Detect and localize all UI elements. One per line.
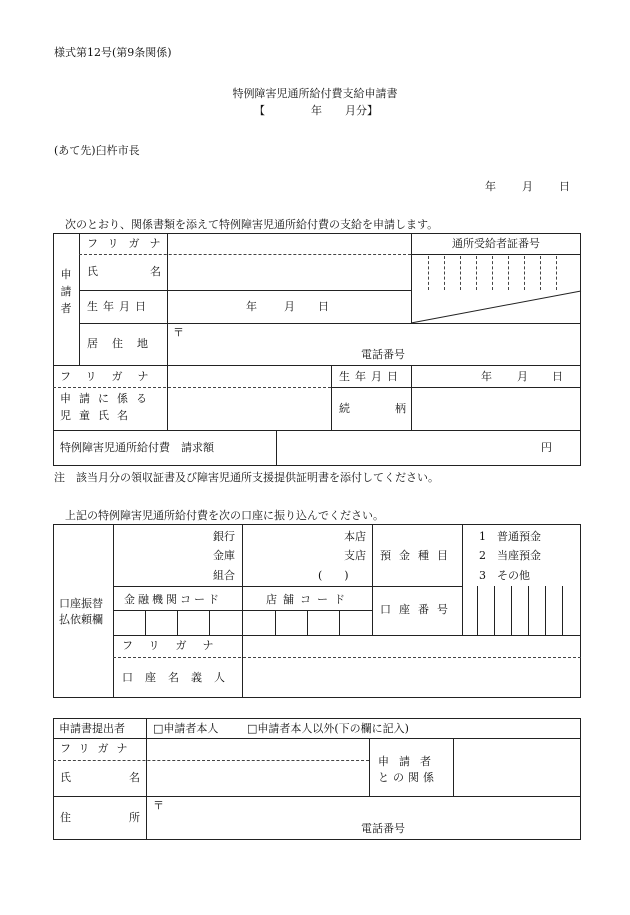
submitter-option-self[interactable]: □申請者本人 xyxy=(153,722,219,735)
addressee: (あて先)臼杵市長 xyxy=(54,144,140,157)
claim-amount-label: 特例障害児通所給付費 請求額 xyxy=(60,441,214,454)
child-furigana-label: フリガナ xyxy=(60,370,164,383)
submitter-furigana-label: フリガナ xyxy=(60,742,136,755)
branch-code-label: 店舗コード xyxy=(266,593,351,606)
bank-section-label-2: 払依頼欄 xyxy=(59,613,103,626)
bank-section-label-1: 口座振替 xyxy=(59,597,103,610)
bank-intro-text: 上記の特例障害児通所給付費を次の口座に振り込んでください。 xyxy=(65,509,384,522)
child-birth-year: 年 xyxy=(481,370,492,383)
submitter-postal-mark: 〒 xyxy=(153,799,164,812)
inst-type-kumiai: 組合 xyxy=(213,569,235,582)
submitter-address-label-1: 住 xyxy=(60,811,71,824)
period-month: 月分】 xyxy=(345,104,378,117)
applicant-birth-year: 年 xyxy=(246,300,257,313)
inst-type-shinkin: 金庫 xyxy=(213,549,235,562)
child-name-label-2: 児童氏名 xyxy=(60,409,136,422)
submitter-address-label-2: 所 xyxy=(129,811,140,824)
submitter-option-other[interactable]: □申請者本人以外(下の欄に記入) xyxy=(247,722,409,735)
applicant-furigana-label: フリガナ xyxy=(87,237,171,250)
inst-code-label: 金融機関コード xyxy=(124,593,222,606)
applicant-address-label: 居住地 xyxy=(87,337,162,350)
applicant-name-label-2: 名 xyxy=(150,265,161,278)
date-day: 日 xyxy=(559,180,570,193)
inst-type-bank: 銀行 xyxy=(213,530,235,543)
intro-text: 次のとおり、関係書類を添えて特例障害児通所給付費の支給を申請します。 xyxy=(65,218,439,231)
period-open: 【 xyxy=(254,104,265,117)
child-birth-day: 日 xyxy=(552,370,563,383)
claim-unit: 円 xyxy=(541,441,552,454)
applicant-birth-day: 日 xyxy=(318,300,329,313)
date-year: 年 xyxy=(485,180,496,193)
form-title: 特例障害児通所給付費支給申請書 xyxy=(232,87,398,100)
child-name-label-1: 申請に係る xyxy=(60,392,155,405)
child-relation-label-2: 柄 xyxy=(395,402,406,415)
deposit-type-label: 預金種目 xyxy=(380,549,456,562)
applicant-name-label-1: 氏 xyxy=(87,265,98,278)
submitter-relation-label-2: との関係 xyxy=(378,771,438,784)
submitter-phone-label: 電話番号 xyxy=(361,822,405,835)
submitter-label: 申請書提出者 xyxy=(59,722,125,735)
submitter-name-label-1: 氏 xyxy=(60,771,71,784)
date-month: 月 xyxy=(522,180,533,193)
branch-type-main: 本店 xyxy=(344,530,366,543)
deposit-type-other: 3 その他 xyxy=(479,569,530,582)
submitter-name-label-2: 名 xyxy=(129,771,140,784)
child-birthdate-label: 生年月日 xyxy=(339,370,403,383)
applicant-group-label: 申請者 xyxy=(60,268,72,315)
applicant-birth-month: 月 xyxy=(284,300,295,313)
applicant-phone-label: 電話番号 xyxy=(361,348,405,361)
cert-number-label: 通所受給者証番号 xyxy=(452,237,540,250)
attachment-note: 注 該当月分の領収証書及び障害児通所支援提供証明書を添付してください。 xyxy=(54,471,439,484)
branch-type-paren: ( ) xyxy=(318,569,349,582)
bank-furigana-label: フリガナ xyxy=(122,639,230,652)
deposit-type-current: 2 当座預金 xyxy=(479,549,541,562)
child-birth-month: 月 xyxy=(517,370,528,383)
child-relation-label-1: 続 xyxy=(339,402,350,415)
submitter-relation-label-1: 申請者 xyxy=(378,755,441,768)
period-year: 年 xyxy=(311,104,322,117)
account-number-label: 口座番号 xyxy=(380,603,456,616)
branch-type-sub: 支店 xyxy=(344,549,366,562)
applicant-postal-mark: 〒 xyxy=(173,326,184,339)
deposit-type-ordinary: 1 普通預金 xyxy=(479,530,541,543)
form-number: 様式第12号(第9条関係) xyxy=(54,46,172,59)
applicant-birthdate-label: 生年月日 xyxy=(87,300,151,313)
account-holder-label: 口座名義人 xyxy=(122,671,237,684)
